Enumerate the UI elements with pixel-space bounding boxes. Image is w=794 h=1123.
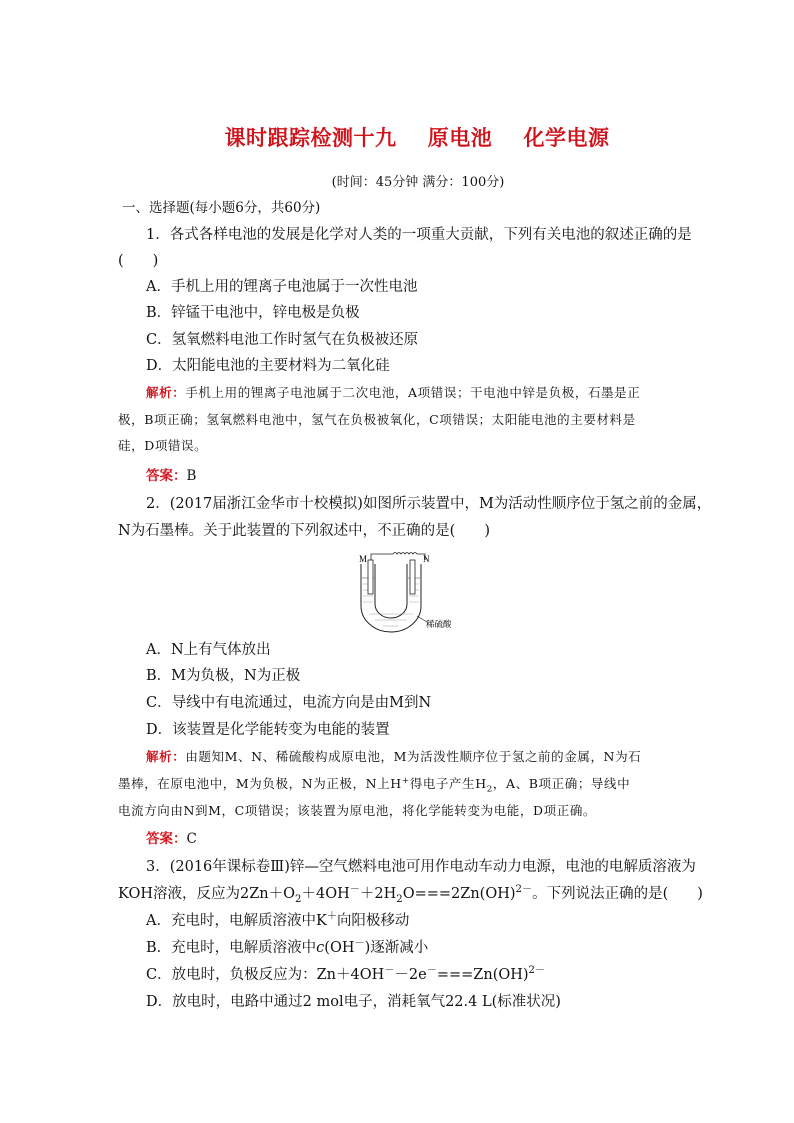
superscript: －	[426, 965, 437, 977]
option-text: C．放电时，负极反应为：Zn＋4OH	[146, 967, 385, 983]
stem-text: O===2Zn(OH)	[402, 886, 516, 902]
u-tube-inner	[375, 564, 407, 618]
superscript: －	[354, 938, 365, 950]
q3-option-a	[146, 911, 706, 931]
answer-value: B	[186, 468, 197, 484]
option-text: 向阳极移动	[336, 913, 410, 929]
q2-answer	[146, 829, 706, 849]
analysis-text: 墨棒，在原电池中，M为负极，N为正极，N上H	[118, 776, 402, 791]
superscript: ＋	[326, 911, 337, 923]
fig-label-m: M	[359, 554, 368, 564]
q1-analysis-line3: 硅，D项错误。	[118, 438, 208, 453]
analysis-label: 解析：	[146, 749, 186, 764]
answer-value: C	[186, 831, 197, 847]
analysis-label: 解析：	[146, 385, 186, 400]
page-title: 课时跟踪检测十九 原电池 化学电源	[224, 126, 610, 150]
wire	[371, 554, 425, 560]
superscript: 2－	[528, 965, 546, 977]
stem-text: KOH溶液，反应为2Zn＋O	[118, 886, 296, 902]
q1-stem-line1: 1．各式各样电池的发展是化学对人类的一项重大贡献，下列有关电池的叙述正确的是	[146, 227, 692, 243]
q1-option-b: B．锌锰干电池中，锌电极是负极	[146, 305, 360, 321]
superscript: －	[384, 965, 395, 977]
option-text: (OH	[324, 940, 355, 956]
subscript: 2	[295, 893, 302, 905]
q2-option-a: A．N上有气体放出	[146, 642, 271, 658]
q2-analysis-line1	[146, 747, 706, 767]
q2-option-b: B．M为负极，N为正极	[146, 668, 301, 684]
q2-option-d: D．该装置是化学能转变为电能的装置	[146, 722, 390, 738]
answer-label: 答案：	[146, 831, 187, 847]
analysis-text: 由题知M、N、稀硫酸构成原电池，M为活泼性顺序位于氢之前的金属，N为石	[185, 749, 642, 764]
u-tube-cell-figure	[355, 548, 455, 638]
fig-label-n: N	[423, 554, 430, 564]
subscript: 2	[486, 784, 493, 795]
q1-answer	[146, 466, 706, 486]
option-text: ===Zn(OH)	[436, 967, 529, 983]
option-text: A．充电时，电解质溶液中K	[146, 913, 327, 929]
q1-option-c: C．氢氧燃料电池工作时氢气在负极被还原	[146, 332, 419, 348]
option-text: )逐渐减小	[364, 940, 429, 956]
analysis-text: 手机上用的锂离子电池属于二次电池，A项错误；干电池中锌是负极，石墨是正	[185, 385, 641, 400]
q1-analysis-line1	[146, 383, 706, 403]
q3-option-b	[146, 938, 706, 958]
q1-option-d: D．太阳能电池的主要材料为二氧化硅	[146, 358, 390, 374]
q1-stem-line2: ( )	[118, 253, 159, 269]
q1-option-a: A．手机上用的锂离子电池属于一次性电池	[146, 279, 418, 295]
subscript: 2	[396, 893, 403, 905]
q2-analysis-line2	[118, 774, 678, 794]
q2-stem-line1: 2．(2017届浙江金华市十校模拟)如图所示装置中，M为活动性顺序位于氢之前的金属，	[146, 496, 712, 512]
option-text: －2e	[394, 967, 427, 983]
stem-text: ＋4OH	[301, 886, 350, 902]
electrode-m	[368, 560, 373, 594]
option-text: B．充电时，电解质溶液中	[146, 940, 317, 956]
fig-label-acid: 稀硫酸	[426, 620, 452, 630]
electrode-n	[410, 560, 415, 594]
superscript: +	[401, 775, 410, 786]
stem-text: 。下列说法正确的是( )	[532, 886, 703, 902]
q3-stem-line1: 3．(2016年课标卷Ⅲ)锌—空气燃料电池可用作电动车动力电源，电池的电解质溶液为	[146, 859, 696, 875]
q3-option-c	[146, 965, 706, 985]
q2-analysis-line3: 电流方向由N到M，C项错误；该装置为原电池，将化学能转变为电能，D项正确。	[118, 803, 597, 818]
stem-text: ＋2H	[359, 886, 397, 902]
superscript: 2－	[515, 884, 533, 896]
resistor-coil	[393, 553, 417, 555]
italic-symbol: c	[316, 940, 325, 956]
q3-stem-line2	[118, 884, 703, 905]
q3-option-d: D．放电时，电路中通过2 mol电子，消耗氧气22.4 L(标准状况)	[146, 994, 561, 1010]
analysis-text: 得电子产生H	[409, 776, 487, 791]
analysis-text: ，A、B项正确；导线中	[492, 776, 631, 791]
q2-stem-line2: N为石墨棒。关于此装置的下列叙述中，不正确的是( )	[118, 523, 490, 539]
superscript: －	[349, 884, 360, 896]
q1-analysis-line2: 极，B项正确；氢氧燃料电池中，氢气在负极被氧化，C项错误；太阳能电池的主要材料是	[118, 412, 636, 427]
q2-option-c: C．导线中有电流通过，电流方向是由M到N	[146, 695, 432, 711]
answer-label: 答案：	[146, 468, 187, 484]
section-heading: 一、选择题(每小题6分，共60分)	[122, 200, 321, 216]
exam-meta: (时间：45分钟 满分：100分)	[331, 175, 505, 190]
